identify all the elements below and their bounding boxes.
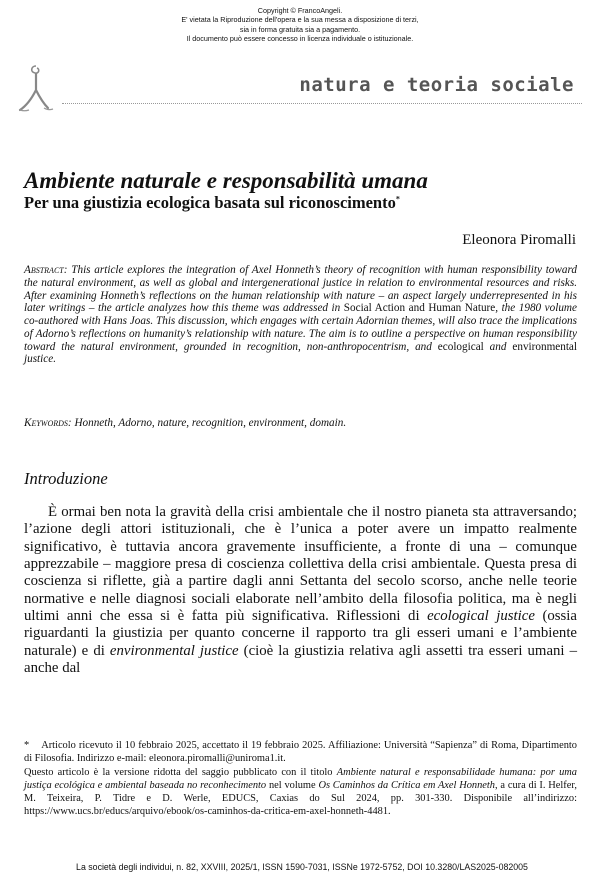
journal-logo-icon [14, 60, 70, 120]
footnote-text: Articolo ricevuto il 10 febbraio 2025, accettato il 19 febbraio 2025. Affiliazione: Università “Sapienza” di Roma, Dipartimento di Filosofia. Indirizzo e-mail: eleonora.piromalli@uniroma1.it. [24, 740, 577, 764]
copyright-line: sia in forma gratuita sia a pagamento. [239, 24, 361, 34]
subtitle-text: Per una giustizia ecologica basata sul riconoscimento [24, 193, 396, 212]
footnotes [24, 740, 577, 818]
abstract-text: This article explores the integration of Axel Honneth’s theory of recognition with human responsibility toward the natural environment, as well as global and intergenerational justice in relation to environmental resources and risks. After examining Honneth’s reflections on the human relationship with nature – an aspect largely underrepresented in his later writings – the article analyzes how this theme was addressed in [24, 264, 577, 315]
abstract-text: justice. [24, 353, 57, 366]
keywords-label: Keywords: [24, 417, 72, 429]
footnote-marker[interactable]: * [395, 194, 400, 204]
body-term: ecological justice [427, 608, 535, 625]
footnote-cited-title: Ambiente natural e responsabilidade humana: por uma justiça ecológica e ambiental baseada no reconhecimento [24, 767, 577, 792]
page-footer: La società degli individui, n. 82, XXVIII, 2025/1, ISSN 1590-7031, ISSNe 1972-5752, DOI 10.3280/LAS2025-082005 [76, 862, 528, 872]
footnote-cited-volume: Os Caminhos da Crítica em Axel Honneth [318, 780, 495, 792]
copyright-line: Il documento può essere concesso in licenza individuale o istituzionale. [186, 33, 414, 43]
abstract-text: and [483, 340, 513, 353]
keywords-text: Honneth, Adorno, nature, recognition, environment, domain. [71, 417, 347, 429]
footnote [24, 740, 577, 765]
footnote-mark: * [24, 740, 30, 751]
copyright-notice [0, 6, 600, 43]
body-text: È ormai ben nota la gravità della crisi ambientale che il nostro pianeta sta attraversando; l’azione degli attori istituzionali, che è l’unica a poter avere un impatto realmente significativo, è tuttavia ancora gravemente insufficiente, a fronte di una – comunque apprezzabile – maggiore presa di coscienza collettiva della crisi ambientale. Questa presa di coscienza si riflette, già a partire dagli anni Settanta del secolo scorso, anche nelle teorie normative e nelle diagnosi sociali elaborate nell’ambito della filosofia politica, ma è negli ultimi anni che essa si è fatta più significativa. Riflessioni di [24, 504, 577, 625]
body-text: (cioè la giustizia relativa agli assetti tra esseri umani – anche dal [24, 642, 578, 677]
abstract-term: ecological [437, 340, 484, 353]
author-name: Eleonora Piromalli [462, 232, 576, 248]
abstract-term: environmental [512, 340, 578, 353]
footnote-text: Questo articolo è la versione ridotta del saggio pubblicato con il titolo [24, 767, 337, 779]
footnote-text: , a cura di I. Helfer, M. Teixeira, P. Tidre e D. Werle, EDUCS, Caxias do Sul 2024, pp. 301-330. Disponibile all’indirizzo: https://www.ucs.br/educs/arquivo/ebook/os-caminhos-da-critica-em-axel-honneth-4481. [24, 780, 577, 817]
abstract-text: , the 1980 volume co-authored with Hans Joas. This discussion, which engages with certain Adornian themes, will also trace the implications of Adorno’s reflections on humanity’s relationship with nature. The aim is to outline a perspective on human responsibility toward the natural environment, grounded in recognition, non-anthropocentrism, and [24, 302, 577, 353]
keywords [24, 417, 577, 430]
section-heading: Introduzione [24, 469, 108, 488]
journal-title: natura e teoria sociale [299, 74, 574, 96]
article-title: Ambiente naturale e responsabilità umana [24, 168, 428, 193]
abstract [24, 264, 577, 366]
body-paragraph [24, 504, 577, 677]
body-text: (ossia riguardanti la giustizia per quanto concerne il rapporto tra gli esseri umani e l’ambiente naturale) e di [24, 608, 577, 659]
header-divider [62, 103, 582, 104]
copyright-line: Copyright © FrancoAngeli. [257, 6, 343, 15]
footnote-text: nel volume [266, 780, 319, 792]
abstract-label: Abstract: [24, 264, 68, 276]
copyright-line: E' vietata la Riproduzione dell'opera e la sua messa a disposizione di terzi, [181, 15, 419, 25]
abstract-book-title: Social Action and Human Nature [343, 302, 496, 315]
journal-header [0, 60, 600, 120]
article-subtitle [24, 193, 400, 213]
body-term: environmental justice [109, 642, 239, 659]
footnote [24, 767, 577, 818]
